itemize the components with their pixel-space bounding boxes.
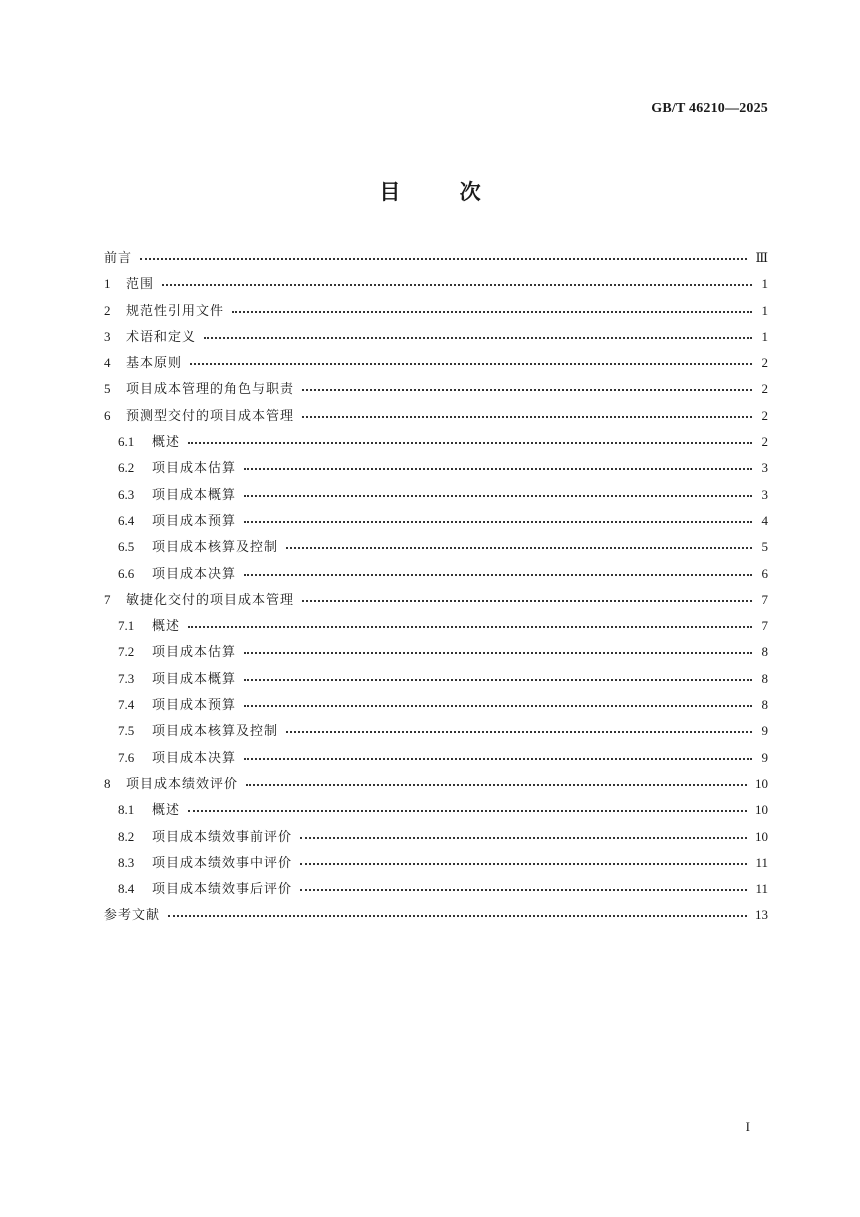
toc-entry-page: 1 (761, 302, 768, 318)
toc-entry[interactable] (104, 430, 768, 456)
toc-entry-label: 概述 (152, 803, 181, 819)
toc-entry-number: 7.3 (118, 670, 135, 686)
toc-entry-page: 10 (755, 775, 768, 791)
toc-entry-number: 8.4 (118, 881, 135, 897)
toc-entry-page: 7 (761, 591, 768, 607)
toc-entry-number: 1 (104, 276, 111, 292)
toc-dot-leader (246, 774, 747, 790)
toc-entry-number: 2 (104, 302, 111, 318)
toc-entry-number: 7 (104, 591, 111, 607)
toc-entry-label: 预测型交付的项目成本管理 (126, 408, 295, 424)
toc-entry-label: 项目成本决算 (152, 566, 237, 582)
toc-dot-leader (244, 642, 752, 658)
toc-entry[interactable] (104, 667, 768, 693)
toc-entry-label: 项目成本绩效事前评价 (152, 829, 293, 845)
toc-entry-label: 规范性引用文件 (126, 303, 225, 319)
toc-dot-leader (300, 827, 747, 843)
toc-entry[interactable] (104, 377, 768, 403)
toc-dot-leader (162, 274, 752, 290)
toc-dot-leader (286, 721, 752, 737)
toc-entry-number: 7.6 (118, 749, 135, 765)
toc-dot-leader (244, 511, 752, 527)
toc-entry-label: 项目成本概算 (152, 671, 237, 687)
toc-entry-label: 范围 (126, 277, 155, 293)
toc-entry-number: 8 (104, 775, 111, 791)
toc-entry[interactable] (104, 325, 768, 351)
toc-entry-number: 8.1 (118, 802, 135, 818)
toc-entry-label: 项目成本管理的角色与职责 (126, 382, 295, 398)
toc-dot-leader (188, 432, 752, 448)
toc-entry-number: 7.5 (118, 723, 135, 739)
toc-entry[interactable] (104, 351, 768, 377)
toc-entry-label: 前言 (104, 251, 133, 266)
toc-entry-number: 7.2 (118, 644, 135, 660)
standard-code: GB/T 46210—2025 (651, 101, 768, 116)
page-number: I (745, 1119, 750, 1134)
toc-entry[interactable] (104, 272, 768, 298)
toc-entry-page: 5 (761, 539, 768, 555)
toc-entry-page: 9 (761, 749, 768, 765)
toc-entry-page: 3 (761, 486, 768, 502)
toc-entry-label: 术语和定义 (126, 329, 197, 345)
toc-entry[interactable] (104, 509, 768, 535)
toc-dot-leader (302, 406, 752, 422)
toc-entry[interactable] (104, 483, 768, 509)
toc-entry[interactable] (104, 640, 768, 666)
toc-entry[interactable] (104, 772, 768, 798)
toc-entry-label: 项目成本绩效评价 (126, 776, 239, 792)
toc-entry-page: 10 (755, 802, 768, 818)
toc-entry-page: 11 (755, 854, 768, 870)
toc-dot-leader (300, 879, 747, 895)
toc-entry-number: 4 (104, 355, 111, 371)
toc-dot-leader (302, 379, 752, 395)
toc-entry[interactable] (104, 746, 768, 772)
toc-entry-label: 项目成本决算 (152, 750, 237, 766)
toc-entry-label: 项目成本估算 (152, 461, 237, 477)
toc-dot-leader (232, 301, 752, 317)
toc-entry-number: 6 (104, 407, 111, 423)
toc-entry-page: 3 (761, 460, 768, 476)
toc-entry-number: 8.2 (118, 828, 135, 844)
toc-dot-leader (190, 353, 752, 369)
toc-dot-leader (244, 748, 752, 764)
toc-entry-page: 6 (761, 565, 768, 581)
toc-entry-page: 8 (761, 697, 768, 713)
toc-entry-page: Ⅲ (755, 250, 768, 265)
toc-dot-leader (244, 485, 752, 501)
toc-entry-label: 项目成本绩效事中评价 (152, 855, 293, 871)
toc-entry[interactable] (104, 535, 768, 561)
toc-entry-number: 6.3 (118, 486, 135, 502)
toc-entry-number: 3 (104, 328, 111, 344)
page-title-char: 次 (459, 180, 481, 204)
toc-entry-label: 参考文献 (104, 908, 161, 924)
toc-entry[interactable] (104, 877, 768, 903)
toc-entry-page: 1 (761, 328, 768, 344)
toc-entry-page: 2 (761, 381, 768, 397)
table-of-contents (104, 246, 768, 930)
toc-entry-page: 8 (761, 670, 768, 686)
toc-dot-leader (244, 564, 752, 580)
toc-entry[interactable] (104, 825, 768, 851)
toc-entry[interactable] (104, 404, 768, 430)
toc-entry-number: 6.2 (118, 460, 135, 476)
toc-dot-leader (244, 695, 752, 711)
toc-entry-label: 概述 (152, 619, 181, 635)
toc-entry-label: 项目成本核算及控制 (152, 724, 279, 740)
page-title-char: 目 (379, 180, 401, 204)
toc-entry[interactable] (104, 588, 768, 614)
toc-entry-number: 6.5 (118, 539, 135, 555)
toc-entry[interactable] (104, 456, 768, 482)
toc-dot-leader (188, 800, 747, 816)
toc-entry-label: 项目成本预算 (152, 513, 237, 529)
toc-entry-label: 项目成本概算 (152, 487, 237, 503)
toc-entry[interactable] (104, 693, 768, 719)
toc-entry-page: 2 (761, 434, 768, 450)
toc-dot-leader (286, 537, 752, 553)
toc-entry[interactable] (104, 562, 768, 588)
toc-entry[interactable] (104, 614, 768, 640)
toc-entry-label: 项目成本核算及控制 (152, 540, 279, 556)
toc-entry-page: 10 (755, 828, 768, 844)
toc-dot-leader (244, 458, 752, 474)
toc-entry-page: 8 (761, 644, 768, 660)
toc-entry-number: 8.3 (118, 854, 135, 870)
toc-entry-label: 项目成本估算 (152, 645, 237, 661)
toc-entry-number: 7.4 (118, 697, 135, 713)
toc-entry-label: 概述 (152, 435, 181, 451)
toc-entry-page: 9 (761, 723, 768, 739)
toc-entry-page: 11 (755, 881, 768, 897)
toc-entry-page: 13 (755, 907, 768, 923)
toc-dot-leader (140, 248, 747, 264)
toc-entry-number: 7.1 (118, 618, 135, 634)
toc-entry-label: 项目成本绩效事后评价 (152, 882, 293, 898)
toc-dot-leader (302, 590, 752, 606)
toc-entry-label: 敏捷化交付的项目成本管理 (126, 592, 295, 608)
toc-entry-page: 2 (761, 407, 768, 423)
toc-entry-number: 6.1 (118, 434, 135, 450)
toc-entry-page: 7 (761, 618, 768, 634)
toc-entry[interactable] (104, 246, 768, 272)
toc-entry-label: 基本原则 (126, 356, 183, 372)
toc-entry-number: 5 (104, 381, 111, 397)
toc-entry[interactable] (104, 299, 768, 325)
toc-dot-leader (244, 669, 752, 685)
toc-entry[interactable] (104, 851, 768, 877)
toc-dot-leader (188, 616, 752, 632)
toc-entry-number: 6.4 (118, 512, 135, 528)
toc-dot-leader (204, 327, 752, 343)
toc-entry[interactable] (104, 798, 768, 824)
toc-entry[interactable] (104, 903, 768, 929)
toc-dot-leader (168, 905, 747, 921)
page-title (0, 176, 860, 206)
toc-entry-label: 项目成本预算 (152, 698, 237, 714)
toc-entry-number: 6.6 (118, 565, 135, 581)
toc-entry[interactable] (104, 719, 768, 745)
toc-entry-page: 4 (761, 512, 768, 528)
toc-dot-leader (300, 853, 747, 869)
toc-entry-page: 1 (761, 276, 768, 292)
toc-entry-page: 2 (761, 355, 768, 371)
